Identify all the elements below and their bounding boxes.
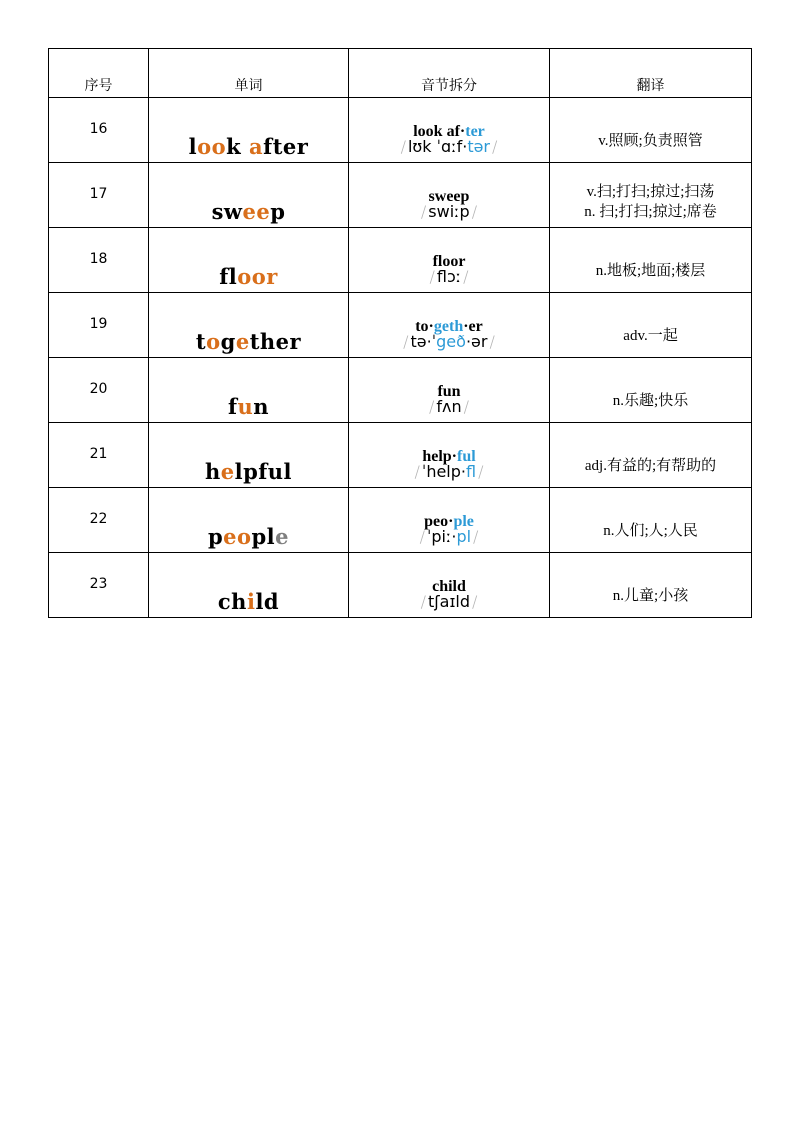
translation [550, 586, 751, 606]
word-segment: ee [242, 199, 271, 224]
phonetic-segment: flɔː [436, 267, 462, 286]
translation [550, 131, 751, 151]
cell-word [149, 488, 349, 553]
translation [550, 261, 751, 281]
row-number: 22 [89, 511, 108, 527]
cell-syllables [349, 163, 550, 228]
translation-line: n.乐趣;快乐 [612, 393, 689, 409]
word-segment: ther [249, 329, 302, 354]
phonetic-transcription [349, 334, 549, 350]
slash-right: / [463, 397, 470, 416]
phonetic-segment: tʃaɪld [428, 592, 470, 611]
cell-translation [550, 98, 752, 163]
phonetic-transcription [349, 594, 549, 610]
cell-syllables [349, 293, 550, 358]
header-translation: 翻译 [550, 49, 752, 98]
cell-syllables [349, 488, 550, 553]
phonetic-segment: pl [456, 527, 472, 546]
word [149, 199, 348, 224]
word-segment: p [207, 524, 224, 549]
phonetic-segment: ˈhelp· [421, 462, 466, 481]
phonetic-segment: swiːp [428, 202, 470, 221]
table-body [49, 98, 752, 618]
cell-syllables [349, 553, 550, 618]
cell-word [149, 423, 349, 488]
translation-line: v.扫;打扫;掠过;扫荡 [586, 184, 715, 200]
table-row [49, 163, 752, 228]
header-syllables: 音节拆分 [349, 49, 550, 98]
header-word: 单词 [149, 49, 349, 98]
translation [550, 326, 751, 346]
word-segment: o [206, 329, 221, 354]
word-segment: g [220, 329, 236, 354]
slash-left: / [429, 267, 435, 286]
table-row [49, 553, 752, 618]
table-row [49, 293, 752, 358]
cell-num [49, 293, 149, 358]
slash-left: / [400, 137, 406, 156]
cell-syllables [349, 228, 550, 293]
word [149, 459, 348, 484]
phonetic-segment: ·ər [465, 332, 488, 351]
slash-left: / [414, 462, 420, 481]
cell-num [49, 358, 149, 423]
cell-translation [550, 228, 752, 293]
translation-line: n.儿童;小孩 [612, 588, 689, 604]
row-number: 23 [89, 576, 108, 592]
table-row [49, 488, 752, 553]
phonetic-segment: fl [466, 462, 477, 481]
table-row [49, 423, 752, 488]
row-number: 16 [89, 121, 108, 137]
cell-syllables [349, 98, 550, 163]
cell-translation [550, 423, 752, 488]
row-number: 20 [89, 381, 108, 397]
cell-syllables [349, 423, 550, 488]
syllable-segment: sweep [428, 188, 470, 205]
phonetic-transcription [349, 464, 549, 480]
table-header-row [49, 49, 752, 98]
word-segment: h [204, 459, 221, 484]
phonetic-segment: tər [467, 137, 491, 156]
slash-right: / [478, 462, 484, 481]
word-segment: eo [223, 524, 252, 549]
word-segment: n [253, 394, 270, 419]
translation-line: v.照顾;负责照管 [598, 133, 703, 149]
cell-num [49, 163, 149, 228]
phonetic-segment: ˈpiː· [426, 527, 457, 546]
word-segment: ld [255, 589, 280, 614]
phonetic-segment: geð [436, 332, 466, 351]
translation [550, 182, 751, 222]
cell-translation [550, 358, 752, 423]
slash-right: / [471, 202, 478, 221]
syllable-segment: geth [433, 318, 464, 335]
syllable-segment: ·er [463, 318, 483, 335]
header-num: 序号 [49, 49, 149, 98]
vocabulary-table [48, 48, 752, 618]
phonetic-transcription [349, 399, 549, 415]
word [149, 264, 348, 289]
word-segment: fl [219, 264, 238, 289]
slash-left: / [420, 202, 427, 221]
cell-word [149, 98, 349, 163]
translation-line: adj.有益的;有帮助的 [584, 458, 717, 474]
word-segment: i [246, 589, 256, 614]
cell-word [149, 553, 349, 618]
cell-translation [550, 488, 752, 553]
syllable-segment: peo· [424, 513, 454, 530]
table-row [49, 358, 752, 423]
syllable-segment: to· [415, 318, 434, 335]
word-segment: a [249, 134, 264, 159]
slash-left: / [403, 332, 409, 351]
word-segment: e [275, 524, 290, 549]
cell-word [149, 163, 349, 228]
translation-line: adv.一起 [623, 328, 678, 344]
word-segment: sw [211, 199, 243, 224]
cell-num [49, 98, 149, 163]
word-segment: lpful [234, 459, 293, 484]
phonetic-transcription [349, 529, 549, 545]
slash-right: / [472, 592, 478, 611]
word [149, 134, 348, 159]
word-segment: l [188, 134, 198, 159]
syllable-segment: help· [422, 448, 457, 465]
phonetic-segment: fʌn [436, 397, 462, 416]
phonetic-segment: lʊk ˈɑːf· [407, 137, 468, 156]
word-segment: oor [237, 264, 278, 289]
cell-word [149, 358, 349, 423]
translation-line: n. 扫;打扫;掠过;席卷 [584, 204, 717, 220]
slash-right: / [492, 137, 498, 156]
phonetic-transcription [349, 204, 549, 220]
cell-word [149, 293, 349, 358]
translation [550, 391, 751, 411]
cell-num [49, 423, 149, 488]
row-number: 19 [89, 316, 108, 332]
slash-right: / [489, 332, 495, 351]
word-segment: t [195, 329, 207, 354]
word-segment: k [226, 134, 250, 159]
translation-line: n.人们;人;人民 [603, 523, 698, 539]
table-row [49, 228, 752, 293]
syllable-segment: ful [457, 448, 476, 465]
row-number: 17 [89, 186, 108, 202]
cell-translation [550, 293, 752, 358]
cell-syllables [349, 358, 550, 423]
word-segment: fter [263, 134, 309, 159]
table-row [49, 98, 752, 163]
word [149, 394, 348, 419]
syllable-segment: ter [465, 123, 485, 140]
syllable-segment: floor [432, 253, 466, 270]
word [149, 329, 348, 354]
phonetic-transcription [349, 269, 549, 285]
word-segment: oo [197, 134, 227, 159]
syllable-segment: child [432, 578, 466, 595]
cell-num [49, 553, 149, 618]
syllable-segment: ple [453, 513, 474, 530]
slash-right: / [463, 267, 469, 286]
row-number: 21 [89, 446, 108, 462]
word-segment: u [237, 394, 254, 419]
cell-translation [550, 553, 752, 618]
word [149, 589, 348, 614]
word [149, 524, 348, 549]
cell-translation [550, 163, 752, 228]
slash-right: / [473, 527, 479, 546]
syllable-segment: fun [437, 383, 461, 400]
word-segment: p [270, 199, 286, 224]
cell-num [49, 488, 149, 553]
phonetic-transcription [349, 139, 549, 155]
slash-left: / [419, 527, 425, 546]
syllable-segment: look af· [413, 123, 466, 140]
translation [550, 521, 751, 541]
row-number: 18 [89, 251, 108, 267]
word-segment: f [227, 394, 238, 419]
word-segment: e [220, 459, 235, 484]
word-segment: e [235, 329, 250, 354]
word-segment: pl [251, 524, 276, 549]
word-segment: ch [217, 589, 247, 614]
phonetic-segment: tə·ˈ [410, 332, 437, 351]
slash-left: / [420, 592, 426, 611]
cell-word [149, 228, 349, 293]
slash-left: / [428, 397, 435, 416]
translation [550, 456, 751, 476]
cell-num [49, 228, 149, 293]
translation-line: n.地板;地面;楼层 [595, 263, 706, 279]
